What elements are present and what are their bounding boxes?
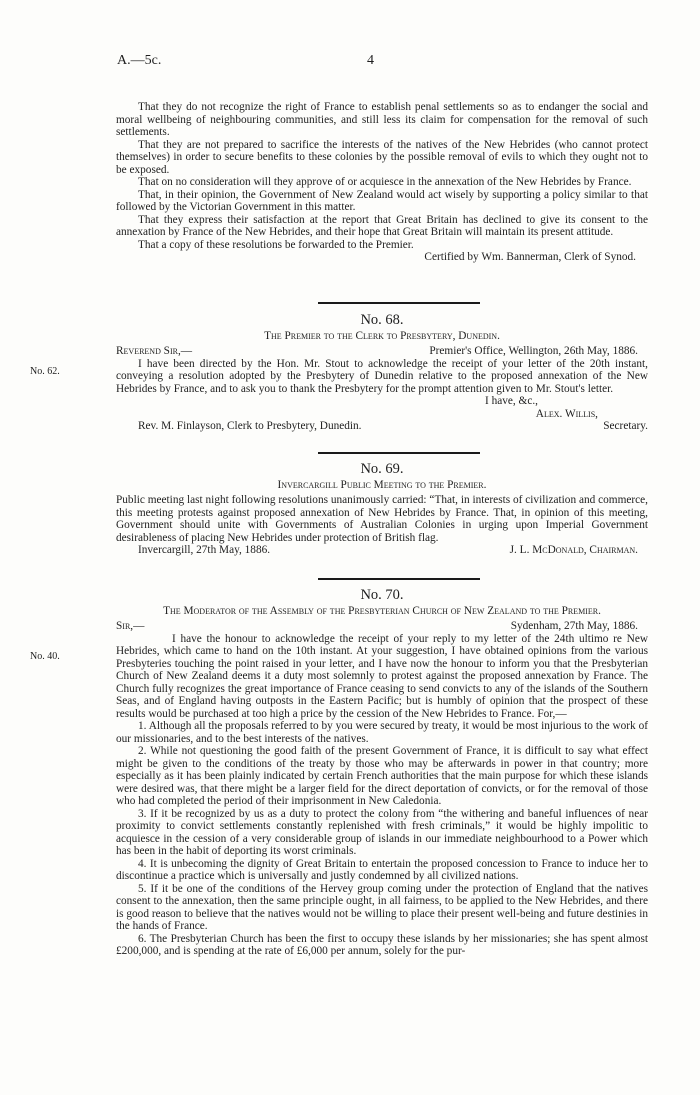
letter-number: No. 69. xyxy=(360,461,404,477)
margin-note: No. 40. xyxy=(30,651,60,662)
section-divider xyxy=(318,578,480,580)
numbered-point: 4. It is unbecoming the dignity of Great Britain to entertain the proposed concession to France to induce her to discontinue a practice which is universally and justly condemned by all civilized nations. xyxy=(116,857,648,882)
section-divider xyxy=(318,302,480,304)
letter-title: The Premier to the Clerk to Presbytery, Dunedin. xyxy=(264,329,500,342)
resolution-paragraph: That they express their satisfaction at the report that Great Britain has declined to give its consent to the annexation by France of the New Hebrides, and their hope that Great Britain will maintain its present attitude. xyxy=(116,213,648,238)
salutation: Reverend Sir,— xyxy=(116,345,193,357)
numbered-point: 3. If it be recognized by us as a duty to protect the colony from “the withering and baneful influences of near proximity to convict settlements constantly replenished with fresh criminals,” it would be highly impolitic to acquiesce in the cession of a very considerable group of islands in our immediate neighbourhood to a Power which has been in the habit of deporting its worst criminals. xyxy=(116,807,648,857)
signatory-title: Secretary. xyxy=(603,420,648,432)
numbered-point: 6. The Presbyterian Church has been the first to occupy these islands by her missionaries; she has spent almost £200,000, and is spending at the rate of £6,000 per annum, solely for the pur- xyxy=(116,932,648,957)
resolution-paragraph: That, in their opinion, the Government of New Zealand would act wisely by supporting a policy similar to that followed by the Victorian Government in this matter. xyxy=(116,188,648,213)
numbered-point: 2. While not questioning the good faith of the present Government of France, it is difficult to say what effect might be given to the conditions of the treaty by those who may be afterwards in power in that country; more especially as it has been plainly indicated by certain French authorities that the main purpose for which these islands were desired was, that there might be a larger field for the direct deportation of convicts, or for the removal of those who had completed the period of their imprisonment in New Caledonia. xyxy=(116,745,648,807)
letter-body: I have been directed by the Hon. Mr. Stout to acknowledge the receipt of your letter of the 20th instant, conveying a resolution adopted by the Presbytery of Dunedin relative to the proposed annexation of the New Hebrides by France, and to ask you to thank the Presbytery for the prompt attention given to Mr. Stout's letter. xyxy=(116,357,648,395)
telegram-body: Public meeting last night following resolutions unanimously carried: “That, in interests of civilization and commerce, this meeting protests against proposed annexation of New Hebrides by France. That, in opinion of this meeting, Government should unite with Governments of Australian Colonies in urging upon Imperial Government desirableness of placing New Hebrides under protection of British flag. xyxy=(116,494,648,544)
resolution-paragraph: That they are not prepared to sacrifice the interests of the natives of the New Hebrides (who cannot protect themselves) in order to secure benefits to these colonies by the possible removal of evils to which they ought not to be exposed. xyxy=(116,138,648,176)
margin-note: No. 62. xyxy=(30,366,60,377)
place-date: Sydenham, 27th May, 1886. xyxy=(510,620,638,632)
resolution-paragraph: That on no consideration will they approve of or acquiesce in the annexation of the New Hebrides by France. xyxy=(138,176,632,188)
resolution-paragraph: That a copy of these resolutions be forwarded to the Premier. xyxy=(138,238,414,251)
place-date: Premier's Office, Wellington, 26th May, 1886. xyxy=(429,345,638,357)
letter-body: I have the honour to acknowledge the receipt of your reply to my letter of the 24th ultimo re New Hebrides, which came to hand on the 10th instant. At your suggestion, I have obtained opinions from the various Presbyteries touching the point raised in your letter, and I have now the honour to inform you that the Presbyterian Church of New Zealand deems it a duty most solemnly to protest against the proposed annexation by France. The Church fully recognizes the great importance of France ceasing to send convicts to any of the islands of the Southern Seas, and of England having outposts in the Eastern Pacific; but is humbly of opinion that the prospect of these results would be purchased at too high a price by the cession of the New Hebrides to France. For,— xyxy=(116,632,648,720)
letter-no-68 xyxy=(116,314,648,433)
page-reference: A.—5c. xyxy=(117,53,162,68)
section-divider xyxy=(318,452,480,454)
signatory: Alex. Willis, xyxy=(535,407,598,420)
numbered-point: 5. If it be one of the conditions of the Hervey group coming under the protection of England that the natives consent to the annexation, then the same principle ought, in all fairness, to be applied to the New Hebrides, and there is good reason to believe that the natives would not be willing to place their present well-being and future destinies in the hands of France. xyxy=(116,882,648,932)
letter-title: Invercargill Public Meeting to the Premier. xyxy=(277,478,487,491)
synod-resolutions xyxy=(116,101,648,264)
page-number: 4 xyxy=(367,53,374,68)
signatory: J. L. McDonald, Chairman. xyxy=(509,544,638,556)
addressee: Rev. M. Finlayson, Clerk to Presbytery, Dunedin. xyxy=(138,420,362,432)
numbered-point: 1. Although all the proposals referred to by you were secured by treaty, it would be most injurious to the work of our missionaries, and to the best interests of the natives. xyxy=(116,720,648,745)
letter-number: No. 68. xyxy=(360,312,404,328)
letter-no-69 xyxy=(116,463,648,557)
letter-no-70 xyxy=(116,589,648,958)
closing: I have, &c., xyxy=(484,395,538,407)
letter-title: The Moderator of the Assembly of the Presbyterian Church of New Zealand to the Premier. xyxy=(163,604,601,617)
certification-line: Certified by Wm. Bannerman, Clerk of Synod. xyxy=(424,251,636,263)
resolution-paragraph: That they do not recognize the right of France to establish penal settlements so as to endanger the social and moral wellbeing of neighbouring communities, and still less its claim for compensation for the removal of such settlements. xyxy=(116,101,648,138)
place-date: Invercargill, 27th May, 1886. xyxy=(138,544,271,556)
letter-number: No. 70. xyxy=(360,587,404,603)
salutation: Sir,— xyxy=(116,620,145,632)
